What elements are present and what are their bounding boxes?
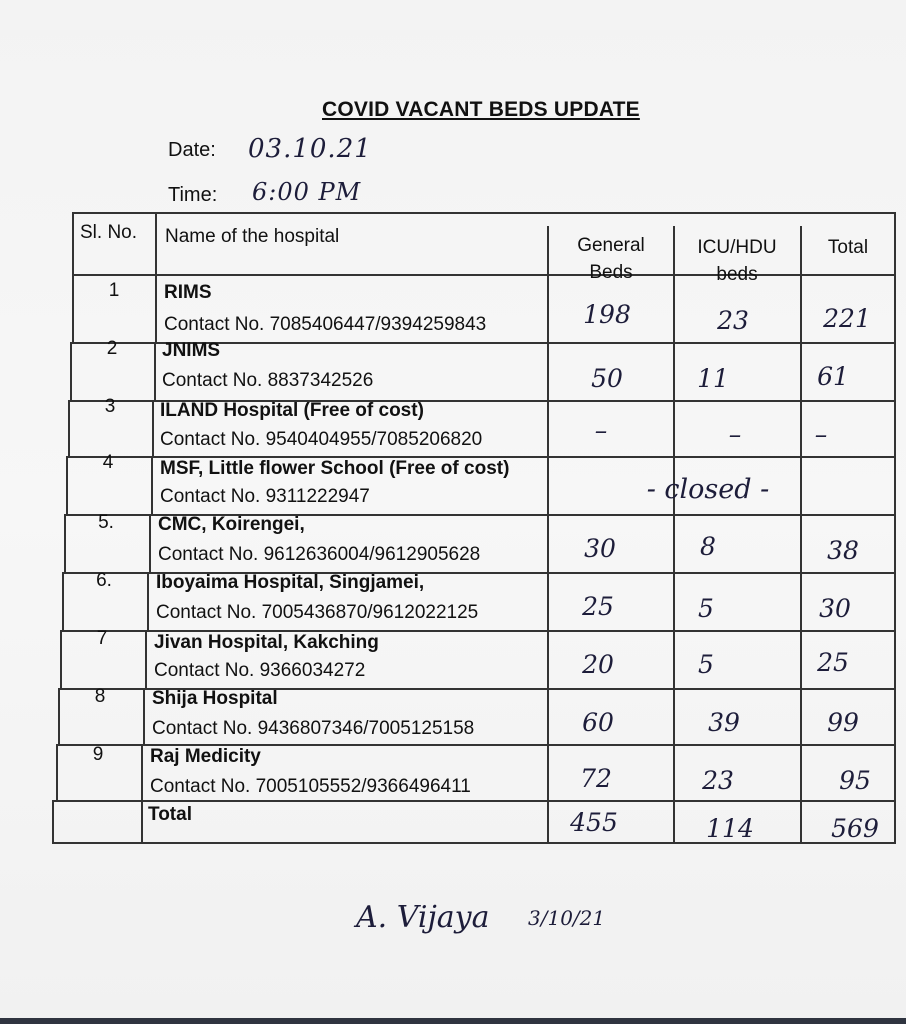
row-8-icu: 39 (708, 708, 740, 737)
row-1-general: 198 (583, 300, 631, 329)
row-1-sl: 1 (108, 280, 120, 301)
row-9-general: 72 (580, 764, 612, 793)
row-2-sl: 2 (106, 338, 118, 359)
date-value: 03.10.21 (248, 134, 372, 164)
row-9-total: 95 (839, 766, 871, 795)
row-7-sl: 7 (96, 628, 108, 649)
header-hospital-name: Name of the hospital (165, 226, 340, 247)
row-5-icu: 8 (700, 532, 716, 561)
row-2-name: JNIMS (162, 340, 221, 361)
row-9-contact: Contact No. 7005105552/9366496411 (150, 776, 471, 797)
row-3-icu: – (728, 420, 742, 449)
row-8-total: 99 (827, 708, 859, 737)
total-general: 455 (570, 808, 618, 837)
row-9-icu: 23 (702, 766, 734, 795)
row-5-general: 30 (584, 534, 616, 563)
row-2-contact: Contact No. 8837342526 (162, 370, 374, 391)
header-sl-no: Sl. No. (80, 222, 138, 243)
row-8-general: 60 (582, 708, 614, 737)
date-label: Date: (168, 139, 216, 161)
total-label: Total (148, 804, 192, 825)
row-7-name: Jivan Hospital, Kakching (154, 632, 379, 653)
row-1-icu: 23 (717, 306, 749, 335)
row-2-total: 61 (817, 362, 849, 391)
row-8-name: Shija Hospital (152, 688, 278, 709)
row-1-total: 221 (823, 304, 871, 333)
row-7-general: 20 (582, 650, 614, 679)
row-4-closed-note: - closed - (646, 474, 770, 505)
row-9-sl: 9 (92, 744, 104, 765)
row-4-contact: Contact No. 9311222947 (160, 486, 370, 507)
page-title: COVID VACANT BEDS UPDATE (322, 98, 640, 121)
total-icu: 114 (706, 814, 754, 843)
row-1-contact: Contact No. 7085406447/9394259843 (164, 314, 487, 335)
row-1-name: RIMS (164, 282, 212, 303)
row-9-name: Raj Medicity (150, 746, 261, 767)
row-3-sl: 3 (104, 396, 116, 417)
row-8-contact: Contact No. 9436807346/7005125158 (152, 718, 475, 739)
row-6-name: Iboyaima Hospital, Singjamei, (156, 572, 425, 593)
row-8-sl: 8 (94, 686, 106, 707)
row-3-general: – (594, 416, 608, 445)
row-7-contact: Contact No. 9366034272 (154, 660, 366, 681)
header-icu-beds: ICU/HDU beds (697, 237, 777, 285)
row-6-contact: Contact No. 7005436870/9612022125 (156, 602, 479, 623)
time-label: Time: (168, 184, 218, 206)
row-6-icu: 5 (698, 594, 714, 623)
row-4-sl: 4 (102, 452, 114, 473)
row-4-name: MSF, Little flower School (Free of cost) (160, 458, 510, 479)
row-5-sl: 5. (98, 512, 114, 533)
row-7-total: 25 (817, 648, 849, 677)
signature-date: 3/10/21 (528, 906, 606, 930)
row-5-name: CMC, Koirengei, (158, 514, 305, 535)
time-value: 6:00 PM (252, 178, 362, 206)
total-total: 569 (831, 814, 879, 843)
row-5-total: 38 (827, 536, 859, 565)
row-5-contact: Contact No. 9612636004/9612905628 (158, 544, 481, 565)
row-2-general: 50 (591, 364, 623, 393)
header-general-beds: General Beds (577, 235, 645, 283)
row-2-icu: 11 (697, 364, 729, 393)
row-3-total: – (814, 420, 828, 449)
row-3-name: ILAND Hospital (Free of cost) (160, 400, 424, 421)
row-6-total: 30 (819, 594, 851, 623)
row-3-contact: Contact No. 9540404955/7085206820 (160, 429, 483, 450)
bottom-edge (0, 1018, 906, 1024)
signature-name: A. Vijaya (356, 900, 490, 935)
header-total: Total (827, 237, 869, 258)
row-6-general: 25 (582, 592, 614, 621)
row-6-sl: 6. (96, 570, 112, 591)
row-7-icu: 5 (698, 650, 714, 679)
